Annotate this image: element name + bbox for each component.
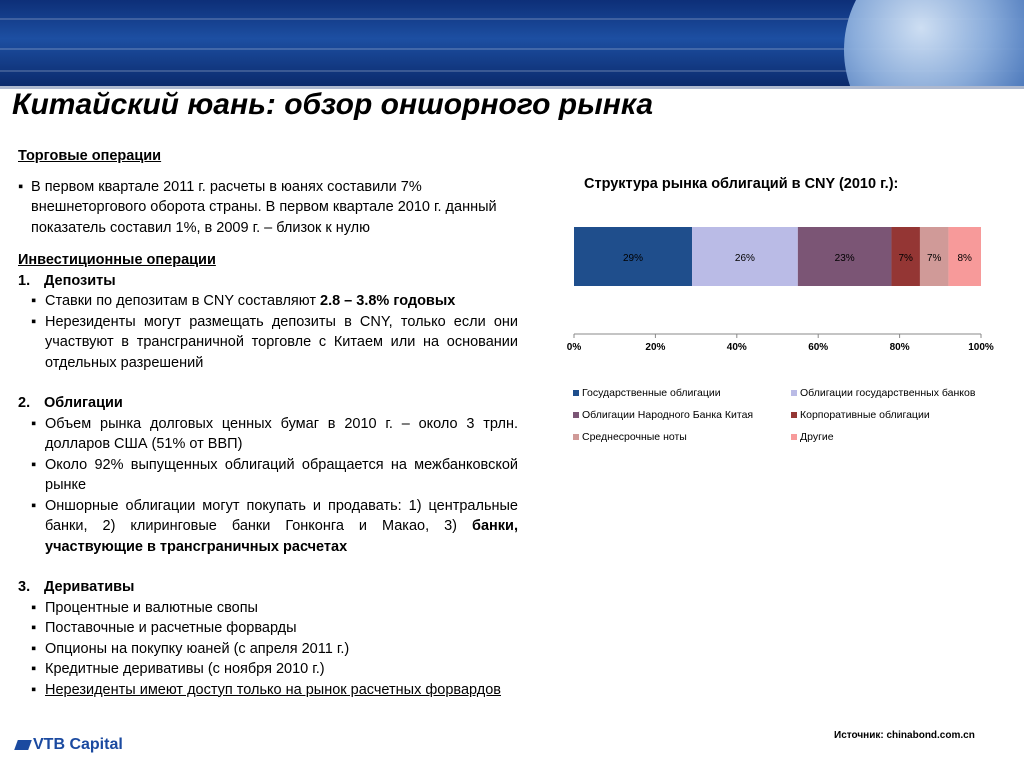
data-label: 7% bbox=[898, 253, 913, 264]
trade-bullet: ▪ В первом квартале 2011 г. расчеты в юанях составили 7% внешнеторгового оборота страны. В первом квартале 2010 г. данный показатель составил 1%, в 2009 г. – близок к нулю bbox=[18, 177, 518, 239]
legend-swatch bbox=[791, 390, 797, 396]
x-tick-label: 80% bbox=[889, 342, 910, 353]
section-title: Облигации bbox=[44, 395, 123, 411]
derivatives-bullet: ▪ Поставочные и расчетные форварды bbox=[18, 618, 518, 639]
derivatives-bullet: ▪ Кредитные деривативы (с ноября 2010 г.) bbox=[18, 659, 518, 680]
legend-label: Государственные облигации bbox=[582, 387, 721, 399]
x-tick-label: 40% bbox=[726, 342, 747, 353]
bullet-text: Ставки по депозитам в CNY составляют bbox=[45, 293, 320, 309]
data-label: 29% bbox=[623, 253, 644, 264]
page-title: Китайский юань: обзор оншорного рынка bbox=[12, 88, 654, 121]
section-number: 3. bbox=[18, 579, 31, 595]
bond-structure-chart bbox=[560, 220, 1000, 370]
source-note: Источник: chinabond.com.cn bbox=[834, 730, 975, 741]
legend-item bbox=[573, 387, 721, 399]
legend-swatch bbox=[791, 434, 797, 440]
legend-label: Другие bbox=[800, 431, 834, 443]
section-deposits bbox=[18, 271, 518, 292]
legend-item bbox=[791, 409, 930, 421]
header-banner bbox=[0, 0, 1024, 86]
deposit-nonresidents-bullet: ▪ Нерезиденты могут размещать депозиты в CNY, только если они участвуют в трансграничной торговле с Китаем или на основании отдельных разрешений bbox=[18, 312, 518, 374]
logo-text: VTB Capital bbox=[33, 736, 123, 753]
legend-item bbox=[573, 409, 753, 421]
bullet-bold-text: банки, участвующие в трансграничных расчетах bbox=[45, 518, 518, 555]
deposit-rates-bullet bbox=[18, 291, 518, 312]
invest-heading: Инвестиционные операции bbox=[18, 252, 216, 268]
section-number: 2. bbox=[18, 395, 31, 411]
legend-item bbox=[573, 431, 687, 443]
bullet-text: Оншорные облигации могут покупать и продавать: 1) центральные банки, 2) клиринговые банки Гонконга и Макао, 3) bbox=[45, 497, 518, 534]
logo-mark-icon bbox=[14, 740, 32, 750]
text-column bbox=[18, 146, 518, 700]
legend-swatch bbox=[573, 434, 579, 440]
data-label: 23% bbox=[834, 253, 855, 264]
section-title: Депозиты bbox=[44, 272, 116, 289]
legend-label: Облигации государственных банков bbox=[800, 387, 976, 399]
trade-heading: Торговые операции bbox=[18, 148, 162, 164]
x-tick-label: 20% bbox=[645, 342, 666, 353]
section-derivatives bbox=[18, 577, 518, 598]
x-tick-label: 0% bbox=[566, 342, 582, 353]
x-tick-label: 60% bbox=[808, 342, 829, 353]
bond-volume-bullet: ▪ Объем рынка долговых ценных бумаг в 2010 г. – около 3 трлн. долларов США (51% от ВВП) bbox=[18, 414, 518, 455]
legend-item bbox=[791, 431, 834, 443]
section-title: Деривативы bbox=[44, 579, 135, 595]
legend-swatch bbox=[573, 390, 579, 396]
bullet-bold-text: 2.8 – 3.8% годовых bbox=[320, 293, 456, 309]
x-tick-label: 100% bbox=[968, 342, 994, 353]
legend-label: Облигации Народного Банка Китая bbox=[582, 409, 754, 421]
data-label: 7% bbox=[926, 253, 942, 264]
section-bonds bbox=[18, 393, 518, 414]
vtb-capital-logo bbox=[16, 736, 123, 754]
section-number: 1. bbox=[18, 272, 31, 289]
derivatives-bullet: ▪ Нерезиденты имеют доступ только на рынок расчетных форвардов bbox=[18, 680, 518, 701]
bond-buyers-bullet bbox=[18, 496, 518, 558]
chart-title: Структура рынка облигаций в CNY (2010 г.): bbox=[584, 176, 899, 192]
legend-item bbox=[791, 387, 975, 399]
legend-swatch bbox=[573, 412, 579, 418]
legend-label: Среднесрочные ноты bbox=[582, 431, 687, 443]
derivatives-bullet: ▪ Процентные и валютные свопы bbox=[18, 598, 518, 619]
data-label: 8% bbox=[957, 253, 972, 264]
legend-swatch bbox=[791, 412, 797, 418]
bond-interbank-bullet: ▪ Около 92% выпущенных облигаций обращается на межбанковской рынке bbox=[18, 455, 518, 496]
globe-graphic bbox=[844, 0, 1024, 86]
legend-label: Корпоративные облигации bbox=[800, 409, 930, 421]
derivatives-bullet: ▪ Опционы на покупку юаней (с апреля 2011 г.) bbox=[18, 639, 518, 660]
data-label: 26% bbox=[734, 253, 755, 264]
